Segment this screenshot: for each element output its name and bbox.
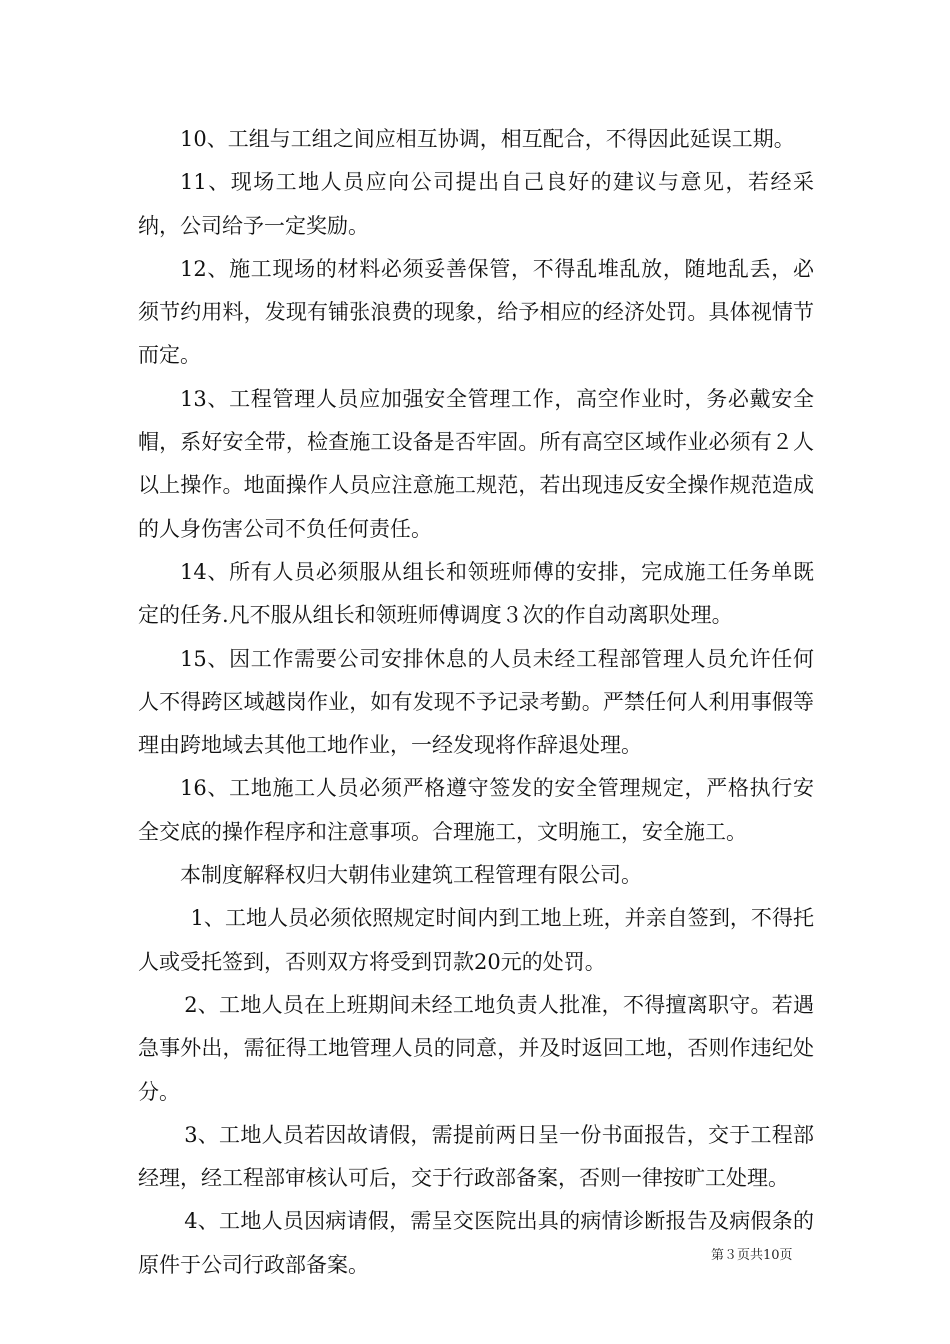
paragraph-interpretation: 本制度解释权归大朝伟业建筑工程管理有限公司。	[180, 863, 642, 888]
page-number-footer: 第３页共10页	[711, 1248, 793, 1263]
paragraph-attendance-3: 3、工地人员若因故请假，需提前两日呈一份书面报告，交于工程部经理，经工程部审核认可后，交于行政部备案，否则一律按旷工处理。	[138, 1122, 814, 1191]
paragraph-rule-13: 13、工程管理人员应加强安全管理工作，高空作业时，务必戴安全帽，系好安全带，检查施工设备是否牢固。所有高空区域作业必须有２人以上操作。地面操作人员应注意施工规范，若出现违反安全操作规范造成的人身伤害公司不负任何责任。	[138, 386, 814, 541]
paragraph-rule-12: 12、施工现场的材料必须妥善保管，不得乱堆乱放，随地乱丢，必须节约用料，发现有铺张浪费的现象，给予相应的经济处罚。具体视情节而定。	[138, 256, 814, 368]
paragraph-rule-14: 14、所有人员必须服从组长和领班师傅的安排，完成施工任务单既定的任务.凡不服从组长和领班师傅调度３次的作自动离职处理。	[138, 559, 814, 628]
paragraph-rule-10: 10、工组与工组之间应相互协调，相互配合，不得因此延误工期。	[180, 127, 795, 151]
paragraph-rule-15: 15、因工作需要公司安排休息的人员未经工程部管理人员允许任何人不得跨区域越岗作业，如有发现不予记录考勤。严禁任何人利用事假等理由跨地域去其他工地作业，一经发现将作辞退处理。	[138, 646, 814, 758]
paragraph-attendance-2: 2、工地人员在上班期间未经工地负责人批准，不得擅离职守。若遇急事外出，需征得工地管理人员的同意，并及时返回工地，否则作违纪处分。	[138, 992, 814, 1104]
paragraph-rule-16: 16、工地施工人员必须严格遵守签发的安全管理规定，严格执行安全交底的操作程序和注意事项。合理施工，文明施工，安全施工。	[138, 776, 814, 844]
paragraph-attendance-4: 4、工地人员因病请假，需呈交医院出具的病情诊断报告及病假条的原件于公司行政部备案。	[138, 1209, 814, 1277]
paragraph-rule-11: 11、现场工地人员应向公司提出自己良好的建议与意见，若经采纳，公司给予一定奖励。	[138, 170, 814, 238]
paragraph-attendance-1: 1、工地人员必须依照规定时间内到工地上班，并亲自签到，不得托人或受托签到，否则双方将受到罚款20元的处罚。	[138, 906, 814, 974]
document-body	[138, 118, 814, 1287]
